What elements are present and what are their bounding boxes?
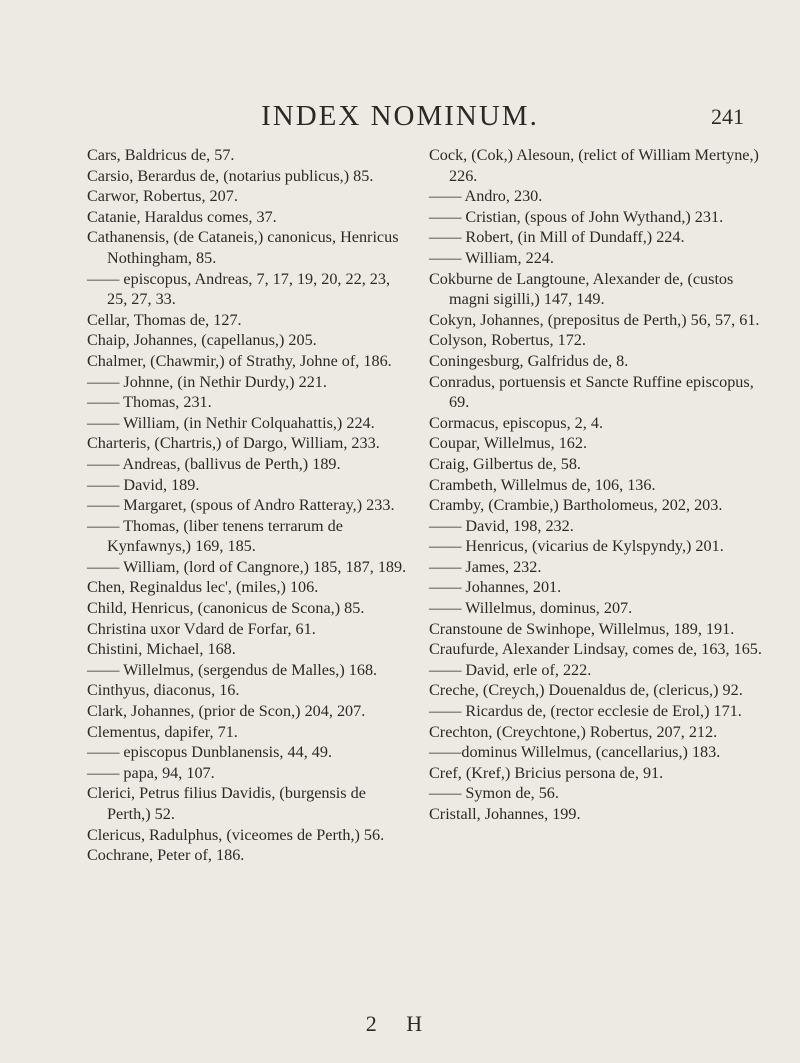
index-entry: Child, Henricus, (canonicus de Scona,) 85. <box>87 599 365 618</box>
index-entry: Cormacus, episcopus, 2, 4. <box>429 413 603 432</box>
index-entry: Cranstoune de Swinhope, Willelmus, 189, 191. <box>429 619 735 638</box>
index-entry: Conradus, portuensis et Sancte Ruffine episcopus, 69. <box>429 372 754 412</box>
index-entry: Clementus, dapifer, 71. <box>87 722 238 741</box>
index-entry: Coningesburg, Galfridus de, 8. <box>429 351 629 370</box>
index-entry: —— Thomas, (liber tenens terrarum de Kynfawnys,) 169, 185. <box>87 516 343 556</box>
page-title: INDEX NOMINUM. <box>261 100 539 132</box>
index-entry: —— David, 198, 232. <box>429 516 574 535</box>
index-entry: —— William, (lord of Cangnore,) 185, 187, 189. <box>87 557 407 576</box>
index-entry: Carwor, Robertus, 207. <box>87 187 238 206</box>
index-entry: —— Johannes, 201. <box>429 578 562 597</box>
index-entry: —— Ricardus de, (rector ecclesie de Erol,) 171. <box>429 702 742 721</box>
index-entry: —— Margaret, (spous of Andro Ratteray,) 233. <box>87 496 395 515</box>
index-entry: Colyson, Robertus, 172. <box>429 331 586 350</box>
index-entry: Chalmer, (Chawmir,) of Strathy, Johne of, 186. <box>87 351 392 370</box>
index-entry: —— William, (in Nethir Colquahattis,) 224. <box>87 413 375 432</box>
index-entry: —— episcopus Dunblanensis, 44, 49. <box>87 743 333 762</box>
index-entry: Craufurde, Alexander Lindsay, comes de, 163, 165. <box>429 640 762 659</box>
index-entry: Coupar, Willelmus, 162. <box>429 434 588 453</box>
index-entry: Cathanensis, (de Cataneis,) canonicus, Henricus Nothingham, 85. <box>87 228 399 267</box>
index-entry: Creche, (Creych,) Douenaldus de, (clericus,) 92. <box>429 681 743 700</box>
index-entry: Cellar, Thomas de, 127. <box>87 310 242 329</box>
index-entry: —— Robert, (in Mill of Dundaff,) 224. <box>429 228 685 247</box>
index-entry: Carsio, Berardus de, (notarius publicus,) 85. <box>87 166 374 185</box>
index-entry: —— Andreas, (ballivus de Perth,) 189. <box>87 454 341 473</box>
index-entry: —— episcopus, Andreas, 7, 17, 19, 20, 22, 23, 25, 27, 33. <box>87 269 391 309</box>
index-entry: Cars, Baldricus de, 57. <box>87 146 235 164</box>
index-entry: —— Henricus, (vicarius de Kylspyndy,) 201. <box>429 537 724 556</box>
page-number: 241 <box>711 104 744 129</box>
index-entry: Cochrane, Peter of, 186. <box>87 846 245 865</box>
index-entry: Chen, Reginaldus lec', (miles,) 106. <box>87 578 319 597</box>
index-entry: Clericus, Radulphus, (viceomes de Perth,) 56. <box>87 825 385 844</box>
index-entry: —— William, 224. <box>429 248 554 267</box>
index-entry: Cinthyus, diaconus, 16. <box>87 681 240 700</box>
index-entry: Cock, (Cok,) Alesoun, (relict of William Mertyne,) 226. <box>429 146 759 185</box>
index-entry: —— papa, 94, 107. <box>87 763 215 782</box>
index-entry: —— Willelmus, dominus, 207. <box>429 599 633 618</box>
index-entry: Cristall, Johannes, 199. <box>429 805 581 823</box>
right-column <box>429 145 774 825</box>
index-entry: Crechton, (Creychtone,) Robertus, 207, 212. <box>429 722 718 741</box>
index-entry: Charteris, (Chartris,) of Dargo, William, 233. <box>87 434 380 453</box>
index-entry: Chaip, Johannes, (capellanus,) 205. <box>87 331 317 350</box>
index-entry: Crambeth, Willelmus de, 106, 136. <box>429 475 656 494</box>
index-entry: Clark, Johannes, (prior de Scon,) 204, 207. <box>87 702 366 721</box>
index-entry: —— Andro, 230. <box>429 187 543 206</box>
index-entry: Chistini, Michael, 168. <box>87 640 236 659</box>
index-entry: —— David, erle of, 222. <box>429 660 592 679</box>
left-column <box>87 145 407 866</box>
index-entry: —— Willelmus, (sergendus de Malles,) 168. <box>87 660 378 679</box>
index-entry: Cokyn, Johannes, (prepositus de Perth,) 56, 57, 61. <box>429 310 760 329</box>
index-entry: Cref, (Kref,) Bricius persona de, 91. <box>429 763 664 782</box>
signature-mark: 2 H <box>365 1011 435 1036</box>
index-entry: Catanie, Haraldus comes, 37. <box>87 207 277 226</box>
index-entry: —— James, 232. <box>429 557 542 576</box>
index-entry: Cramby, (Crambie,) Bartholomeus, 202, 203. <box>429 496 723 515</box>
index-entry: —— David, 189. <box>87 475 200 494</box>
index-entry: Christina uxor Vdard de Forfar, 61. <box>87 619 316 638</box>
index-entry: Clerici, Petrus filius Davidis, (burgensis de Perth,) 52. <box>87 784 366 823</box>
index-entry: —— Johnne, (in Nethir Durdy,) 221. <box>87 372 327 391</box>
index-entry: Craig, Gilbertus de, 58. <box>429 454 581 473</box>
index-entry: ——dominus Willelmus, (cancellarius,) 183. <box>429 743 721 762</box>
index-entry: —— Symon de, 56. <box>429 784 559 803</box>
index-entry: —— Cristian, (spous of John Wythand,) 231. <box>429 207 724 226</box>
index-entry: —— Thomas, 231. <box>87 393 212 412</box>
index-entry: Cokburne de Langtoune, Alexander de, (custos magni sigilli,) 147, 149. <box>429 269 734 309</box>
